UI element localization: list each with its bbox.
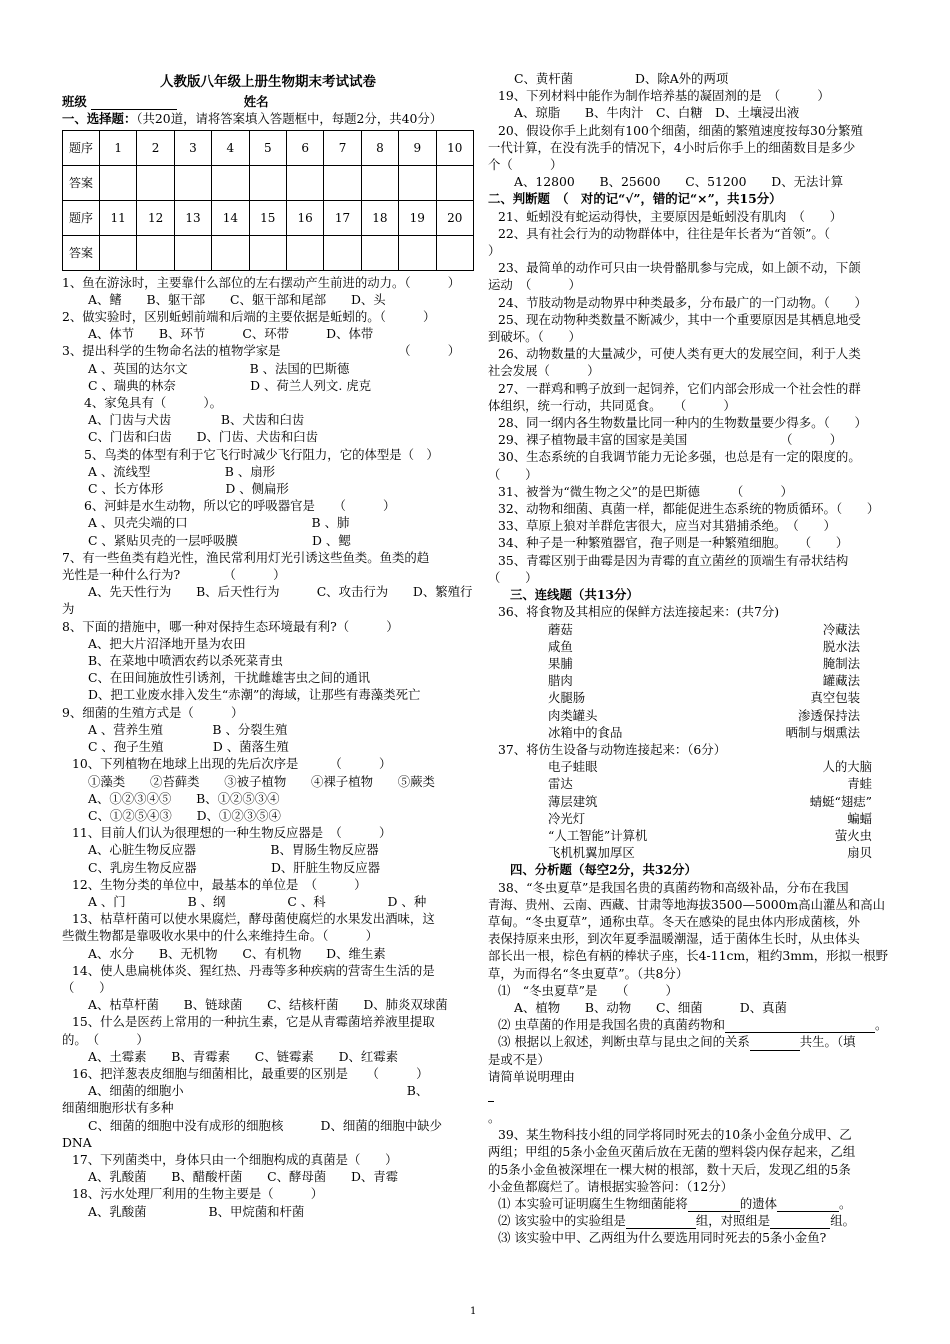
q36-prompt: 36、将食物及其相应的保鲜方法连接起来：(共7分) — [498, 604, 780, 620]
question-line: 15、什么是医药上常用的一种抗生素，它是从青霉菌培养液里提取 — [72, 1014, 435, 1030]
match-right-item[interactable]: 萤火虫 — [834, 827, 872, 843]
question-line: C 、紧贴贝壳的一层呼吸膜 D 、鳃 — [88, 532, 351, 548]
right-questions — [488, 70, 900, 586]
question-line: 4、家兔具有（ ）。 — [84, 395, 222, 411]
match-left-item[interactable]: 蘑菇 — [548, 621, 573, 637]
question-line: 5、鸟类的体型有利于它飞行时减少飞行阻力，它的体型是（ ） — [84, 446, 439, 462]
question-line: 到破坏。（ ） — [488, 329, 581, 345]
match-right-item[interactable]: 扇贝 — [847, 845, 872, 861]
passage-line: 39、某生物科技小组的同学将同时死去的10条小金鱼分成甲、乙 — [498, 1127, 852, 1143]
match-right-item[interactable]: 晒制与烟熏法 — [785, 724, 860, 740]
question-line: 35、青霉区别于曲霉是因为青霉的直立菌丝的顶端生有帚状结构 — [498, 552, 849, 568]
q36-matching — [488, 621, 900, 741]
question-line: C、乳房生物反应器 D、肝脏生物反应器 — [88, 859, 381, 875]
question-line: A、12800 B、25600 C、51200 D、无法计算 — [514, 174, 844, 190]
match-row — [488, 793, 900, 810]
question-line: ①藻类 ②苔藓类 ③被子植物 ④裸子植物 ⑤蕨类 — [88, 773, 435, 789]
question-line: 30、生态系统的自我调节能力无论多强，也总是有一定的限度的。 — [498, 449, 861, 465]
question-line: B、在菜地中喷洒农药以杀死菜青虫 — [88, 653, 283, 669]
match-right-item[interactable]: 蝙蝠 — [847, 810, 872, 826]
match-right-item[interactable]: 冷藏法 — [822, 621, 860, 637]
match-right-item[interactable]: 罐藏法 — [822, 673, 860, 689]
match-row — [488, 844, 900, 861]
match-left-item[interactable]: 薄层建筑 — [548, 793, 598, 809]
q37-matching — [488, 758, 900, 861]
question-line: C、在田间施放性引诱剂，干扰雌雄害虫之间的通讯 — [88, 670, 371, 686]
q39-1: ⑴ 本实验可证明腐生生物细菌能将 的遗体 。 — [498, 1196, 852, 1211]
question-line: （ ） — [488, 569, 538, 585]
question-line: C 、瑞典的林奈 D 、荷兰人列文. 虎克 — [88, 377, 371, 393]
question-line: 22、具有社会行为的动物群体中，往往是年长者为“首领”。（ — [498, 225, 831, 241]
match-row — [488, 638, 900, 655]
question-line: 24、节肢动物是动物界中种类最多，分布最广的一门动物。（ ） — [498, 294, 867, 310]
question-line: 些微生物都是靠吸收水果中的什么来维持生命。（ ） — [62, 928, 378, 944]
question-line: 9、细菌的生殖方式是（ ） — [62, 704, 244, 720]
question-line: D、把工业废水排入发生“赤潮”的海域，让那些有毒藻类死亡 — [88, 687, 421, 703]
answer-blank[interactable] — [750, 1037, 800, 1051]
table-row: 答案 — [63, 165, 474, 200]
match-row — [488, 775, 900, 792]
match-row — [488, 655, 900, 672]
question-line: 13、枯草杆菌可以使水果腐烂，酵母菌使腐烂的水果发出酒味，这 — [72, 911, 435, 927]
match-left-item[interactable]: 果脯 — [548, 655, 573, 671]
question-line: A、枯草杆菌 B、链球菌 C、结核杆菌 D、肺炎双球菌 — [88, 997, 448, 1013]
match-row — [488, 689, 900, 706]
match-right-item[interactable]: 人的大脑 — [822, 759, 872, 775]
answer-blank[interactable] — [688, 1198, 740, 1212]
match-row — [488, 810, 900, 827]
question-line: 8、下面的措施中，哪一种对保持生态环境最有利?（ ） — [62, 618, 399, 634]
passage-line: 两组；甲组的5条小金鱼灭菌后放在无菌的塑料袋内保存起来，乙组 — [488, 1144, 856, 1160]
match-right-item[interactable]: 真空包装 — [810, 690, 860, 706]
passage-line: 部长出一根，棕色有柄的棒状子座，长4-11cm，粗约3mm，形拟一根野 — [488, 948, 889, 964]
question-line: 25、现在动物种类数量不断减少，其中一个重要原因是其栖息地受 — [498, 311, 861, 327]
q38-passage — [488, 879, 900, 982]
left-questions — [62, 274, 474, 1220]
match-row — [488, 707, 900, 724]
question-line: 运动 （ ） — [488, 277, 581, 293]
question-line: 6、河蚌是水生动物，所以它的呼吸器官是 （ ） — [84, 498, 396, 514]
match-row — [488, 827, 900, 844]
match-right-item[interactable]: 腌制法 — [822, 655, 860, 671]
q39-3: ⑶ 该实验中甲、乙两组为什么要选用同时死去的5条小金鱼? — [498, 1230, 827, 1246]
question-line: 7、有一些鱼类有趋光性，渔民常利用灯光引诱这些鱼类。鱼类的趋 — [62, 549, 430, 565]
question-line: A、①②③④⑤ B、①②⑤③④ — [88, 790, 280, 806]
question-line: 17、下列菌类中，身体只由一个细胞构成的真菌是（ ） — [72, 1151, 398, 1167]
q38-3: ⑶ 根据以上叙述，判断虫草与昆虫之间的关系 共生。（填 — [498, 1034, 856, 1050]
section3-heading: 三、连线题（共13分） — [510, 587, 639, 603]
question-line: A、鳍 B、躯干部 C、躯干部和尾部 D、头 — [88, 291, 386, 307]
question-line: 体组织，统一行动，共同觅食。 （ ） — [488, 397, 736, 413]
match-right-item[interactable]: 渗透保持法 — [798, 707, 860, 723]
reason-end: 。 — [488, 1109, 501, 1125]
match-left-item[interactable]: 肉类罐头 — [548, 707, 598, 723]
answer-blank[interactable] — [770, 1215, 830, 1229]
match-left-item[interactable]: 雷达 — [548, 776, 573, 792]
answer-blank[interactable] — [777, 1198, 839, 1212]
name-label: 姓名 — [243, 94, 269, 110]
passage-line: 表保持原来虫形，到次年夏季温暖潮湿，适于菌体生长时，从虫体头 — [488, 931, 860, 947]
question-line: 14、使人患扁桃体炎、猩红热、丹毒等多种疾病的营寄生生活的是 — [72, 962, 435, 978]
question-line: 21、蚯蚓没有蛇运动得快，主要原因是蚯蚓没有肌肉 （ ） — [498, 208, 843, 224]
passage-line: 小金鱼都腐烂了。请根据实验答问：（12分） — [488, 1178, 733, 1194]
question-line: ） — [488, 243, 501, 259]
question-line: A、心脏生物反应器 B、胃肠生物反应器 — [88, 842, 379, 858]
match-left-item[interactable]: “人工智能”计算机 — [548, 827, 648, 843]
question-line: A、水分 B、无机物 C、有机物 D、维生素 — [88, 945, 386, 961]
class-blank[interactable] — [91, 96, 177, 110]
question-line: 3、提出科学的生物命名法的植物学家是 （ ） — [62, 343, 461, 359]
match-row — [488, 672, 900, 689]
question-line: 27、一群鸡和鸭子放到一起饲养，它们内部会形成一个社会性的群 — [498, 380, 861, 396]
question-line: 12、生物分类的单位中，最基本的单位是 （ ） — [72, 876, 367, 892]
q38-reason: 请简单说明理由 — [488, 1068, 575, 1084]
page-number: 1 — [470, 1306, 477, 1317]
match-right-item[interactable]: 青蛙 — [847, 776, 872, 792]
question-line: A 、英国的达尔文 B 、法国的巴斯德 — [88, 360, 350, 376]
question-line: C、①②⑤④③ D、①②③⑤④ — [88, 807, 281, 823]
question-line: 10、下列植物在地球上出现的先后次序是 （ ） — [72, 756, 392, 772]
match-row — [488, 621, 900, 638]
section4-heading: 四、分析题（每空2分，共32分） — [510, 862, 697, 878]
table-row: 题序 11 12 13 14 15 16 17 18 19 20 — [63, 200, 474, 235]
passage-line: 青海、贵州、云南、西藏、甘肃等地海拔3500—5000m高山灌丛和高山 — [488, 896, 885, 912]
question-line: 的。 （ ） — [62, 1031, 149, 1047]
right-column — [488, 70, 900, 1247]
question-line: A、乳酸菌 B、甲烷菌和杆菌 — [88, 1203, 305, 1219]
question-line: 26、动物数量的大量减少，可使人类有更大的发展空间，利于人类 — [498, 346, 861, 362]
class-label: 班级 — [62, 94, 87, 110]
exam-title: 人教版八年级上册生物期末考试试卷 — [160, 74, 376, 90]
question-line: 1、鱼在游泳时，主要靠什么部位的左右摆动产生前进的动力。（ ） — [62, 274, 461, 290]
question-line: 23、最简单的动作可只由一块骨骼肌参与完成，如上颌不动，下颌 — [498, 260, 861, 276]
question-line: （ ） — [62, 979, 112, 995]
question-line: A、门齿与犬齿 B、犬齿和臼齿 — [88, 412, 305, 428]
question-line: 社会发展（ ） — [488, 363, 600, 379]
question-line: 11、目前人们认为很理想的一种生物反应器是 （ ） — [72, 825, 392, 841]
question-line: C 、孢子生殖 D 、菌落生殖 — [88, 739, 289, 755]
match-left-item[interactable]: 冷光灯 — [548, 810, 586, 826]
answer-table — [62, 130, 474, 271]
question-line: A、细菌的细胞小 B、 — [88, 1083, 429, 1099]
question-line: 28、同一纲内各生物数量比同一种内的生物数量要少得多。（ ） — [498, 415, 867, 431]
student-info — [62, 93, 474, 110]
question-line: C 、长方体形 D 、侧扁形 — [88, 481, 289, 497]
question-line: A 、流线型 B 、扇形 — [88, 463, 276, 479]
answer-blank[interactable] — [626, 1215, 696, 1229]
passage-line: 的5条小金鱼被深埋在一棵大树的根部，数十天后，发现乙组的5条 — [488, 1161, 851, 1177]
question-line: 29、裸子植物最丰富的国家是美国 （ ） — [498, 432, 843, 448]
match-right-item[interactable]: 脱水法 — [822, 638, 860, 654]
question-line: C、黄杆菌 D、除A外的两项 — [514, 71, 729, 86]
question-line: A、先天性行为 B、后天性行为 C、攻击行为 D、繁殖行 — [88, 584, 473, 600]
question-line: 34、种子是一种繁殖器官，孢子则是一种繁殖细胞。 （ ） — [498, 535, 849, 551]
passage-line: 草甸。“冬虫夏草”，通称虫草。冬天在感染的昆虫体内形成菌核，外 — [488, 913, 860, 929]
q38-3-cont: 是或不是） — [488, 1051, 550, 1067]
q38-1: ⑴ “冬虫夏草”是 （ ） — [498, 982, 678, 998]
q39-2: ⑵ 该实验中的实验组是 组，对照组是 组。 — [498, 1213, 855, 1229]
question-line: 2、做实验时，区别蚯蚓前端和后端的主要依据是蚯蚓的。（ ） — [62, 309, 436, 325]
match-right-item[interactable]: 蜻蜓“翅痣” — [809, 793, 872, 809]
question-line: DNA — [62, 1134, 92, 1150]
question-line: A 、营养生殖 B 、分裂生殖 — [88, 721, 288, 737]
question-line: A、琼脂 B、牛肉汁 C、白糖 D、土壤浸出液 — [514, 105, 800, 121]
answer-blank[interactable] — [725, 1019, 875, 1033]
match-left-item[interactable]: 腊肉 — [548, 673, 573, 689]
match-left-item[interactable]: 冰箱中的食品 — [548, 724, 623, 740]
question-line: A、乳酸菌 B、醋酸杆菌 C、酵母菌 D、青霉 — [88, 1169, 399, 1185]
question-line: 31、被誉为“微生物之父”的是巴斯德 （ ） — [498, 483, 793, 499]
question-line: 细菌细胞形状有多种 — [62, 1100, 174, 1116]
question-line: A、体节 B、环节 C、环带 D、体带 — [88, 326, 374, 342]
question-line: 16、把洋葱表皮细胞与细菌相比，最重要的区别是 （ ） — [72, 1065, 429, 1081]
left-column — [62, 74, 474, 1220]
table-row: 答案 — [63, 235, 474, 270]
question-line: 19、下列材料中能作为制作培养基的凝固剂的是 （ ） — [498, 88, 830, 104]
reason-blank[interactable] — [488, 1085, 900, 1109]
q37-prompt: 37、将仿生设备与动物连接起来：（6分） — [498, 741, 727, 757]
match-left-item[interactable]: 电子蛙眼 — [548, 759, 598, 775]
question-line: 光性是一种什么行为? （ ） — [62, 567, 286, 583]
question-line: 20、假设你手上此刻有100个细菌，细菌的繁殖速度按每30分繁殖 — [498, 122, 863, 138]
match-left-item[interactable]: 飞机机翼加厚区 — [548, 845, 635, 861]
question-line: A、土霉素 B、青霉素 C、链霉素 D、红霉素 — [88, 1048, 399, 1064]
passage-line: 草，为而得名“冬虫夏草”。（共8分） — [488, 965, 689, 981]
section1-heading: 一、选择题：（共20道，请将答案填入答题框中，每题2分，共40分） — [62, 111, 443, 127]
q39-passage — [488, 1126, 900, 1195]
question-line: 为 — [62, 601, 75, 617]
question-line: （ ） — [488, 466, 538, 482]
question-line: A 、门 B 、纲 C 、科 D 、种 — [88, 893, 427, 909]
match-left-item[interactable]: 火腿肠 — [548, 690, 586, 706]
question-line: C、门齿和臼齿 D、门齿、犬齿和臼齿 — [88, 429, 319, 445]
question-line: 33、草原上狼对羊群危害很大，应当对其猎捕杀绝。 （ ） — [498, 518, 836, 534]
question-line: 32、动物和细菌、真菌一样，都能促进生态系统的物质循环。（ ） — [498, 501, 880, 517]
question-line: 个（ ） — [488, 157, 563, 173]
q38-2: ⑵ 虫草菌的作用是我国名贵的真菌药物和 。 — [498, 1017, 888, 1033]
match-left-item[interactable]: 咸鱼 — [548, 638, 573, 654]
match-row — [488, 724, 900, 741]
question-line: A 、贝壳尖端的口 B 、肺 — [88, 515, 350, 531]
match-row — [488, 758, 900, 775]
question-line: 一代计算，在没有洗手的情况下，4小时后你手上的细菌数目是多少 — [488, 139, 856, 155]
table-row: 题序 1 2 3 4 5 6 7 8 9 10 — [63, 130, 474, 165]
q38-1-options: A、植物 B、动物 C、细菌 D、真菌 — [514, 999, 787, 1015]
question-line: A、把大片沼泽地开垦为农田 — [88, 635, 246, 651]
question-line: 18、污水处理厂利用的生物主要是（ ） — [72, 1186, 324, 1202]
passage-line: 38、“冬虫夏草”是我国名贵的真菌药物和高级补品，分布在我国 — [498, 879, 849, 895]
question-line: C、细菌的细胞中没有成形的细胞核 D、细菌的细胞中缺少 — [88, 1117, 442, 1133]
question-line: 二、判断题 （ 对的记“√”，错的记“×”，共15分） — [488, 191, 782, 207]
